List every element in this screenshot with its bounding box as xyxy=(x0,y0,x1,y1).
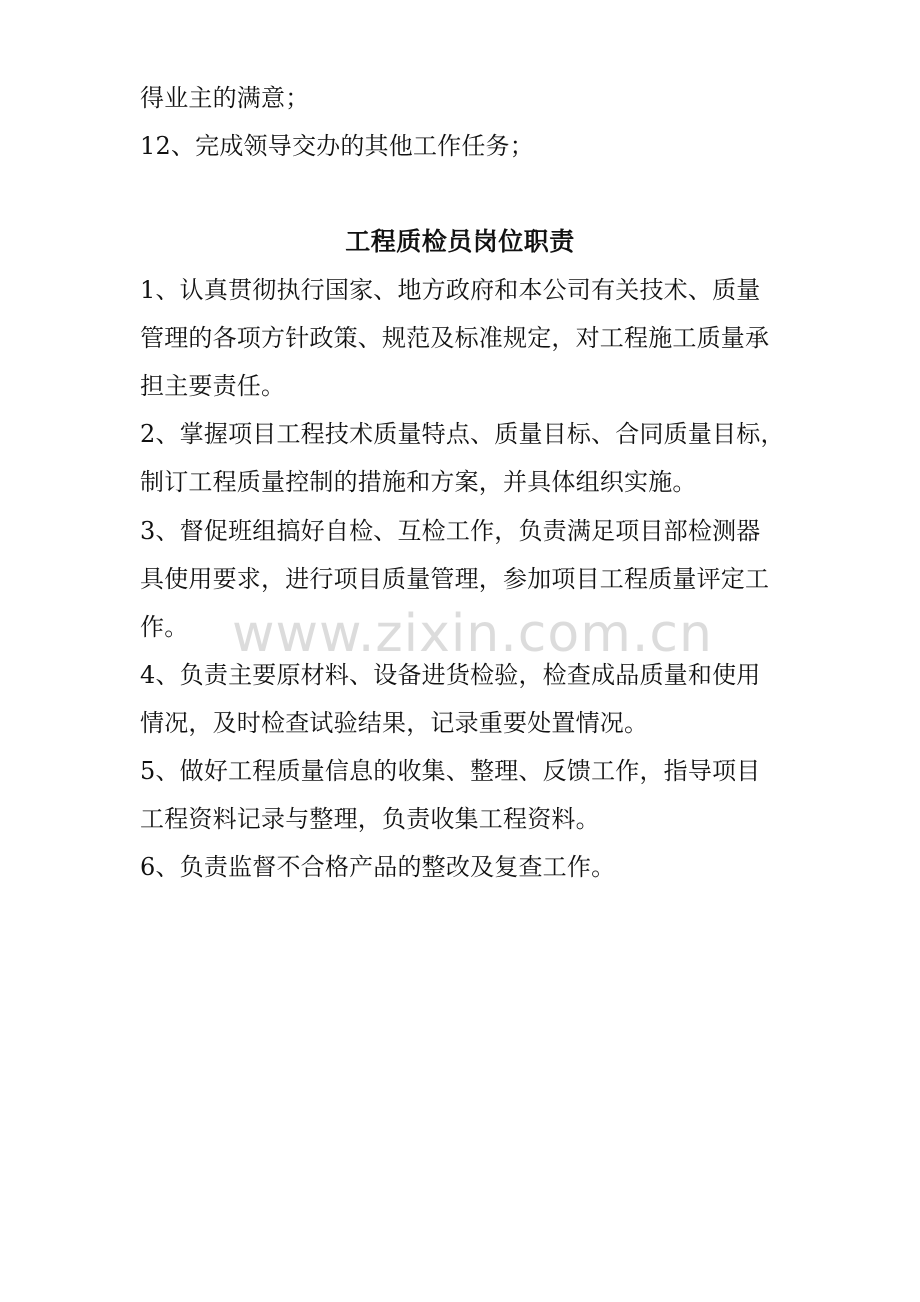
item-3-line-3: 作。 xyxy=(140,613,189,641)
section-title: 工程质检员岗位职责 xyxy=(345,227,575,256)
item-5-line-2: 工程资料记录与整理，负责收集工程资料。 xyxy=(140,805,600,833)
item-5-line-1: 5、做好工程质量信息的收集、整理、反馈工作，指导项目 xyxy=(140,757,761,785)
item-2-line-1: 2、掌握项目工程技术质量特点、质量目标、合同质量目标， xyxy=(140,420,785,448)
item-3-line-1: 3、督促班组搞好自检、互检工作，负责满足项目部检测器 xyxy=(140,517,761,545)
item-4-line-2: 情况，及时检查试验结果，记录重要处置情况。 xyxy=(140,709,649,737)
intro-line-2: 12、完成领导交办的其他工作任务； xyxy=(140,132,534,160)
item-2-line-2: 制订工程质量控制的措施和方案，并具体组织实施。 xyxy=(140,468,697,496)
item-3-line-2: 具使用要求，进行项目质量管理，参加项目工程质量评定工 xyxy=(140,565,770,593)
intro-line-1: 得业主的满意； xyxy=(140,84,310,112)
item-4-line-1: 4、负责主要原材料、设备进货检验，检查成品质量和使用 xyxy=(140,661,761,689)
watermark: www.zixin.com.cn xyxy=(232,604,713,664)
item-1-line-2: 管理的各项方针政策、规范及标准规定，对工程施工质量承 xyxy=(140,324,770,352)
item-1-line-3: 担主要责任。 xyxy=(140,372,286,400)
item-1-line-1: 1、认真贯彻执行国家、地方政府和本公司有关技术、质量 xyxy=(140,276,761,304)
item-6-line-1: 6、负责监督不合格产品的整改及复查工作。 xyxy=(140,853,616,881)
